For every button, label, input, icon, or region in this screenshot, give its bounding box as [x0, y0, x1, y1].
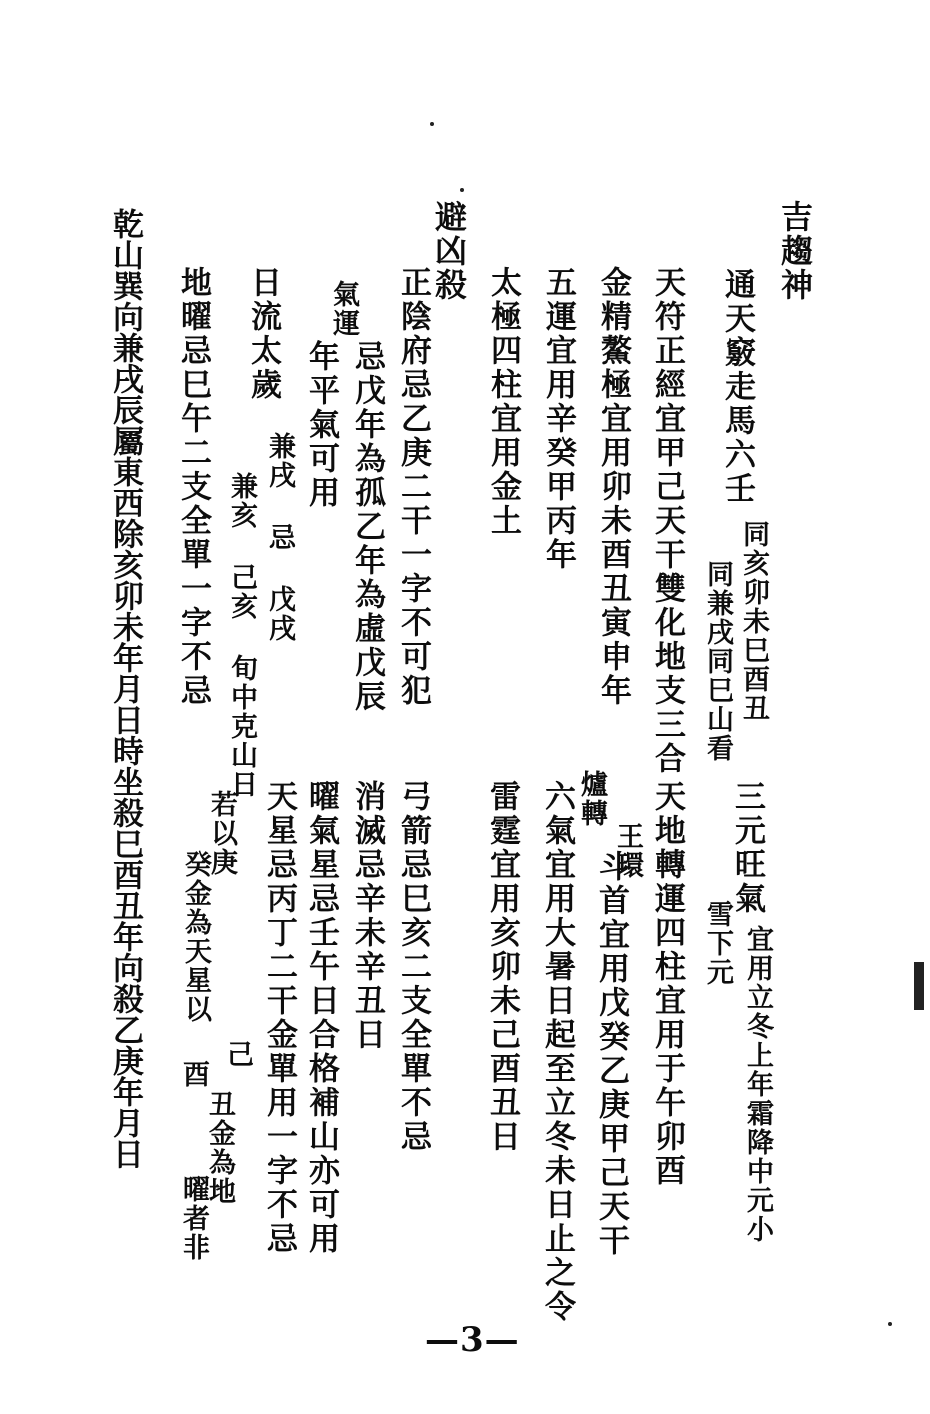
entry-riliu: 日流太歲 [245, 266, 281, 402]
entry-gongjian: 弓箭忌巳亥二支全單不忌 [395, 780, 431, 1154]
entry-luzhuan: 爐轉 [576, 770, 607, 828]
entry-tongtian-note-b: 同兼戌同巳山看 [702, 560, 733, 763]
entry-jinjing: 金精鰲極宜用卯未酉丑寅申年 [595, 266, 631, 708]
entry-tianfu: 天符正經宜甲己天干雙化地支三合 [649, 266, 685, 776]
entry-qianshan: 乾山巽向兼戌辰屬東西除亥卯未年月日時坐殺巳酉丑年向殺乙庚年月日 [107, 208, 143, 1169]
entry-wuyun: 五運宜用辛癸甲丙年 [540, 266, 576, 572]
entry-riliu-a: 兼戌 忌 戊戌 [264, 432, 295, 643]
entry-liuqi: 六氣宜用大暑日起至立冬未日止之令 [539, 780, 575, 1324]
entry-guijin: 癸金為天星以 [180, 850, 211, 1024]
entry-tongtian: 通天竅走馬六壬 [719, 268, 755, 506]
heading-auspicious: 吉趨神 [776, 200, 814, 302]
entry-leiting: 雷霆宜用亥卯未己酉丑日 [484, 780, 520, 1154]
scan-dot [460, 188, 464, 192]
entry-yaoqixing: 曜氣星忌壬午日合格補山亦可用 [303, 780, 339, 1256]
entry-riliu-b: 兼亥 己亥 旬中克山日 [226, 472, 257, 799]
scan-dot [430, 122, 434, 126]
entry-tianxing: 天星忌丙丁二干金單用一字不忌 [261, 780, 297, 1256]
entry-zhengyinfu: 正陰府忌乙庚二干一字不可犯 [395, 266, 431, 708]
entry-sanyuan-cont: 雪下元 [702, 900, 733, 987]
entry-yaozhe: 曜者非 [178, 1175, 209, 1262]
page-number: —3— [425, 1320, 520, 1360]
heading-avoid: 避凶殺 [430, 200, 468, 302]
entry-diyao: 地曜忌巳午二支全單一字不忌 [175, 266, 211, 708]
entry-sanyuan: 三元旺氣 [729, 780, 765, 916]
entry-choujin: 丑金為地 [204, 1090, 235, 1206]
entry-sanyuan-rest: 宜用立冬上年霜降中元小 [742, 925, 773, 1244]
entry-ruoyi: 若以庚 [206, 790, 237, 877]
entry-wanghuan: 王環 [612, 822, 643, 880]
entry-taiji: 太極四柱宜用金土 [485, 266, 521, 538]
entry-qiyun-b: 年平氣可用 [303, 340, 339, 510]
scan-edge-mark [914, 962, 924, 1010]
entry-tongtian-note-a: 同亥卯未巳酉丑 [738, 520, 769, 723]
entry-qiyun-a: 忌戊年為孤乙年為虛戊辰 [349, 340, 385, 714]
entry-xiaomie: 消滅忌辛未辛丑日 [349, 780, 385, 1052]
scan-dot [888, 1322, 892, 1326]
entry-doushou: 斗首宜用戊癸乙庚甲己天干 [593, 850, 629, 1258]
entry-you: 酉 [178, 1060, 209, 1089]
entry-ji: 己 [222, 1040, 253, 1069]
entry-qiyun-head: 氣運 [328, 280, 359, 338]
entry-tiandi: 天地轉運四柱宜用于午卯酉 [649, 780, 685, 1188]
